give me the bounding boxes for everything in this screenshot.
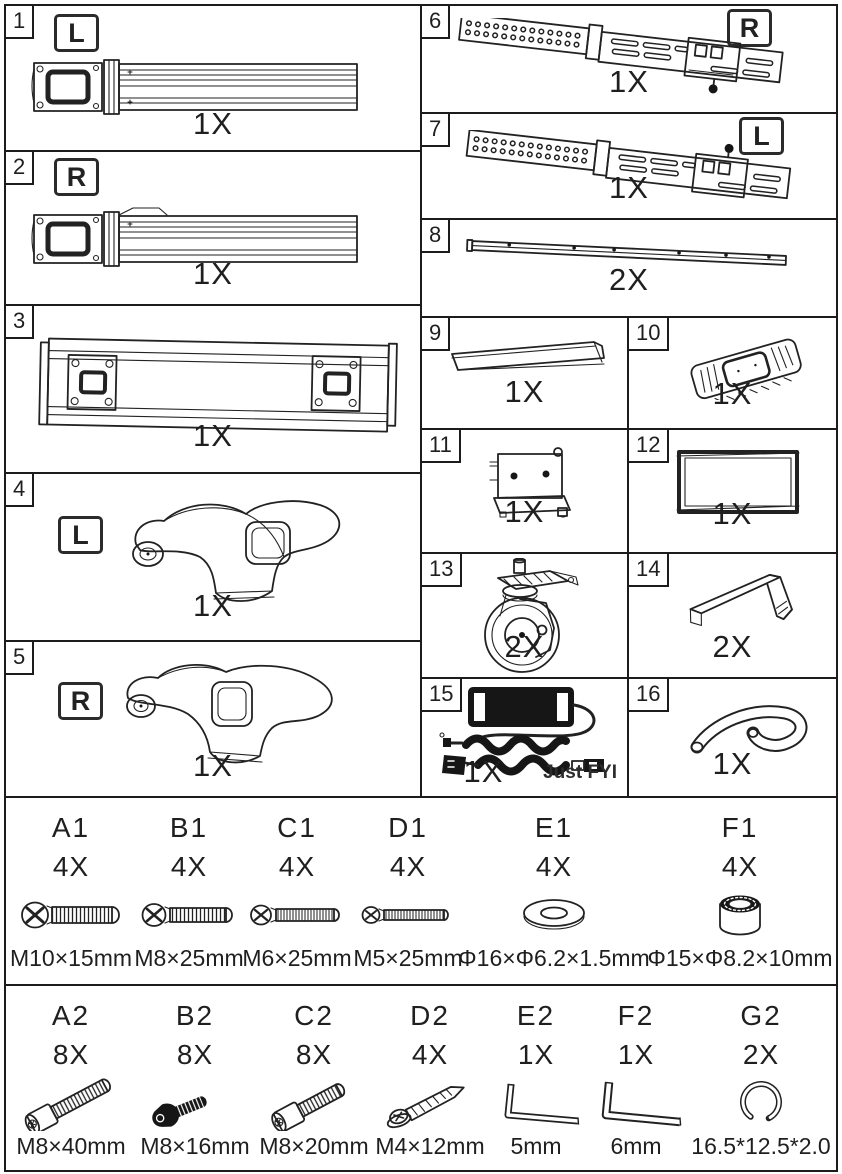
hardware-item-d2 (374, 998, 486, 1170)
hardware-id-label: B1 (169, 812, 209, 843)
quantity-label: 2X (712, 629, 753, 664)
hardware-item-e1 (458, 810, 650, 984)
quantity-label: 1X (609, 64, 649, 99)
hardware-id-label: D2 (410, 1000, 450, 1031)
hardware-item-c1 (242, 810, 352, 984)
phillips-screw-icon (19, 892, 123, 938)
part-number-badge: 8 (420, 218, 450, 253)
side-badge-right: R (58, 682, 103, 720)
part-number-badge: 6 (420, 4, 450, 39)
part-number-badge: 14 (627, 552, 669, 587)
quantity-label: 2X (504, 629, 545, 664)
quantity-label: 1X (193, 418, 233, 453)
part-number-badge: 15 (420, 677, 462, 712)
hardware-spec-label: 6mm (610, 1133, 662, 1159)
part-box-7 (420, 112, 838, 220)
part-box-10 (627, 316, 838, 430)
hardware-id-label: F1 (721, 812, 759, 843)
part-box-15 (420, 677, 629, 798)
part-box-12 (627, 428, 838, 554)
hardware-qty-label: 1X (517, 1039, 555, 1070)
quantity-label: 1X (609, 170, 649, 205)
hardware-id-label: E1 (534, 812, 574, 843)
hardware-qty-label: 4X (721, 851, 759, 882)
part-box-1 (4, 4, 422, 152)
hardware-qty-label: 4X (278, 851, 316, 882)
hardware-id-label: F2 (617, 1000, 655, 1031)
part-box-9 (420, 316, 629, 430)
hardware-qty-label: 8X (295, 1039, 333, 1070)
part-number-badge: 2 (4, 150, 34, 185)
side-badge-left: L (54, 14, 99, 52)
button-head-screw-icon (140, 1075, 250, 1131)
part-box-5 (4, 640, 422, 798)
hardware-spec-label: M8×20mm (259, 1133, 369, 1159)
hardware-item-f2 (586, 998, 686, 1170)
hardware-spec-label: M8×40mm (16, 1133, 126, 1159)
quantity-label: 1X (193, 748, 233, 783)
fyi-note: Just FYI (543, 762, 617, 783)
washer-icon (502, 892, 606, 938)
quantity-label: 1X (712, 376, 753, 411)
bushing-spacer-icon (688, 889, 792, 941)
hardware-id-label: C2 (294, 1000, 334, 1031)
hardware-item-g2 (686, 998, 836, 1170)
hardware-section-2 (4, 984, 838, 1172)
hardware-spec-label: 16.5*12.5*2.0 (691, 1133, 831, 1159)
part-number-badge: 3 (4, 304, 34, 339)
allen-key-icon (481, 1075, 591, 1131)
side-badge-left: L (739, 117, 784, 155)
hardware-id-label: G2 (740, 1000, 782, 1031)
hardware-item-e2 (486, 998, 586, 1170)
hardware-id-label: D1 (388, 812, 428, 843)
hardware-item-c2 (254, 998, 374, 1170)
quantity-label: 1X (193, 106, 233, 141)
hardware-section-1 (4, 796, 838, 986)
quantity-label: 1X (712, 496, 753, 531)
socket-cap-screw-icon (259, 1075, 369, 1131)
quantity-label: 1X (193, 256, 233, 291)
quantity-label: 1X (504, 494, 545, 529)
part-number-badge: 4 (4, 472, 34, 507)
snap-ring-icon (706, 1075, 816, 1131)
phillips-screw-icon (139, 892, 239, 938)
phillips-screw-icon (358, 892, 458, 938)
hardware-qty-label: 8X (176, 1039, 214, 1070)
hardware-spec-label: M5×25mm (353, 945, 463, 971)
hardware-spec-label: M4×12mm (375, 1133, 485, 1159)
hardware-qty-label: 2X (742, 1039, 780, 1070)
hardware-qty-label: 4X (411, 1039, 449, 1070)
part-number-badge: 16 (627, 677, 669, 712)
part-box-11 (420, 428, 629, 554)
hardware-spec-label: Φ16×Φ6.2×1.5mm (458, 945, 650, 971)
quantity-label: 2X (609, 262, 649, 297)
part-box-4 (4, 472, 422, 642)
quantity-label: 1X (504, 374, 545, 409)
hardware-item-f1 (644, 810, 836, 984)
phillips-screw-icon (247, 892, 347, 938)
hardware-qty-label: 4X (535, 851, 573, 882)
part-box-6 (420, 4, 838, 114)
hardware-qty-label: 4X (170, 851, 208, 882)
hardware-item-a1 (6, 810, 136, 984)
quantity-label: 1X (193, 588, 233, 623)
hardware-qty-label: 4X (389, 851, 427, 882)
hardware-spec-label: M8×25mm (134, 945, 244, 971)
part-box-14 (627, 552, 838, 679)
part-box-2 (4, 150, 422, 306)
hardware-qty-label: 1X (617, 1039, 655, 1070)
side-badge-right: R (727, 9, 772, 47)
part-number-badge: 11 (420, 428, 461, 463)
hardware-id-label: E2 (516, 1000, 556, 1031)
hardware-id-label: A2 (51, 1000, 91, 1031)
hardware-item-b2 (136, 998, 254, 1170)
part-box-3 (4, 304, 422, 474)
part-box-13 (420, 552, 629, 679)
quantity-label: 1X (463, 754, 504, 789)
hardware-id-label: C1 (277, 812, 317, 843)
hardware-qty-label: 8X (52, 1039, 90, 1070)
tapping-screw-icon (375, 1075, 485, 1131)
quantity-label: 1X (712, 746, 753, 781)
hardware-spec-label: 5mm (510, 1133, 562, 1159)
hardware-item-d1 (352, 810, 464, 984)
hardware-spec-label: Φ15×Φ8.2×10mm (647, 945, 833, 971)
side-badge-left: L (58, 516, 103, 554)
hardware-item-b1 (136, 810, 242, 984)
part-number-badge: 7 (420, 112, 450, 147)
part-box-8 (420, 218, 838, 318)
part-number-badge: 5 (4, 640, 34, 675)
hardware-spec-label: M10×15mm (9, 945, 133, 971)
allen-key-icon (581, 1075, 691, 1131)
side-badge-right: R (54, 158, 99, 196)
hardware-spec-label: M6×25mm (242, 945, 352, 971)
hardware-item-a2 (6, 998, 136, 1170)
hardware-id-label: B2 (175, 1000, 215, 1031)
part-number-badge: 10 (627, 316, 669, 351)
hardware-qty-label: 4X (52, 851, 90, 882)
part-number-badge: 12 (627, 428, 669, 463)
part-number-badge: 9 (420, 316, 450, 351)
hardware-id-label: A1 (51, 812, 91, 843)
hardware-spec-label: M8×16mm (140, 1133, 250, 1159)
part-number-badge: 13 (420, 552, 462, 587)
socket-cap-screw-icon (16, 1075, 126, 1131)
part-box-16 (627, 677, 838, 798)
part-number-badge: 1 (4, 4, 34, 39)
